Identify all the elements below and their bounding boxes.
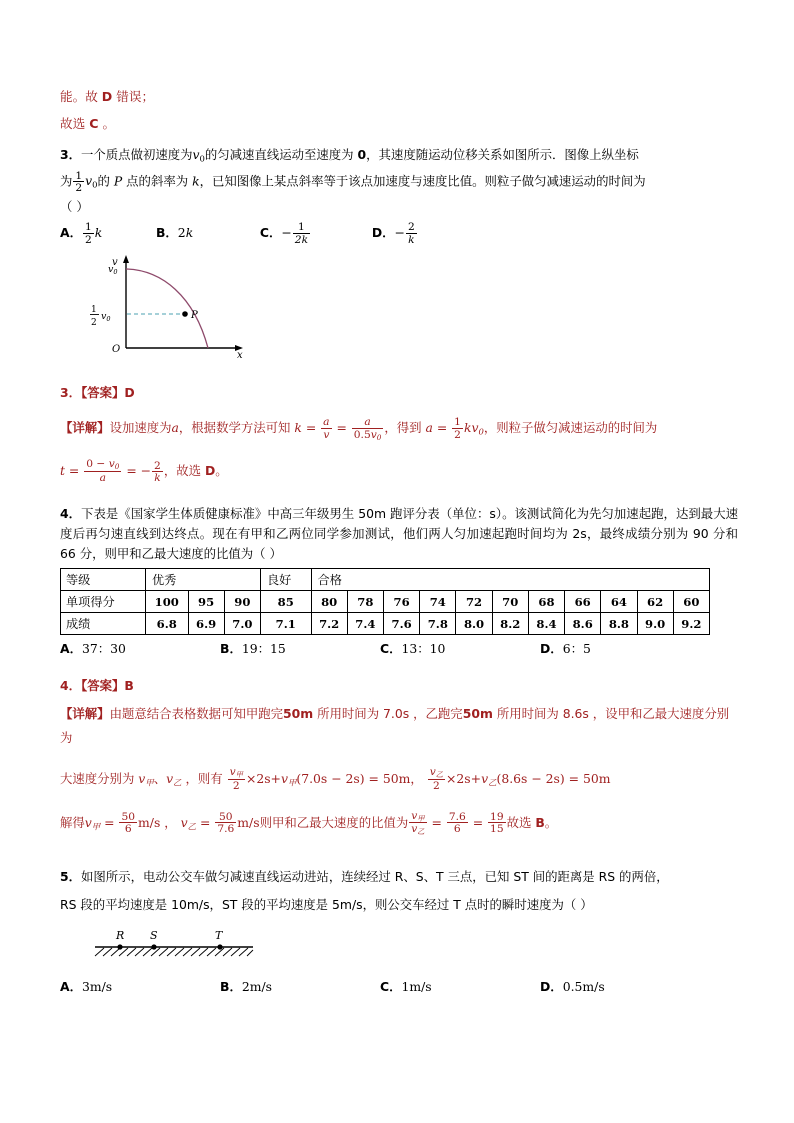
cell-grade-pass: 合格 — [311, 569, 709, 591]
question-3-option-d[interactable]: D．− $\frac{2}{k}$ — [371, 220, 415, 246]
question-4-number: 4． — [60, 506, 82, 522]
table-cell: 8.6 — [565, 613, 601, 635]
q4-solve-eq-2: $v_乙$ = $\frac{50}{7.6}$ m/s — [180, 809, 260, 836]
prev-answer-choose-text: 故选 — [60, 116, 86, 131]
option-c-value: $\frac{1}{2k}$ — [294, 220, 309, 246]
question-5-text-1: 如图所示，电动公交车做匀减速直线运动进站，连续经过 R、S、T 三点，已知 ST 间的距离是 RS 的两倍， — [81, 868, 669, 884]
q5-option-b-label: B． — [220, 978, 242, 994]
table-cell: 76 — [383, 591, 419, 613]
q5-option-c-label: C． — [380, 978, 402, 994]
origin-label: O — [112, 343, 121, 355]
question-5-option-a[interactable] — [60, 977, 220, 995]
question-3-text-3: ，其速度随运动位移关系如图所示．图像上纵坐标 — [366, 147, 639, 162]
cell-time-label: 成绩 — [61, 613, 146, 635]
q3-equation-3: t = $\frac{0 - v_0}{a}$ = − $\frac{2}{k}$ — [60, 457, 161, 485]
prev-answer-letter-d: D — [101, 89, 113, 104]
question-3-text-1: 一个质点做初速度为 — [81, 147, 193, 162]
table-cell: 9.2 — [673, 613, 709, 635]
question-5-options — [60, 977, 700, 995]
q4-solve-tail: 故选 — [506, 814, 532, 830]
label-point-r: R — [116, 928, 125, 942]
q4-detail-bracket: 【详解】 — [60, 706, 110, 722]
q4-solve-eq-3: $\frac{v_甲}{v_乙}$ = $\frac{7.6}{6}$ = $\frac{19}{15}$ — [411, 808, 504, 837]
question-3-detail-line2 — [60, 456, 738, 486]
question-4-options — [60, 639, 700, 657]
tick-label-v0: $v_0$ — [108, 263, 118, 276]
table-cell: 7.0 — [224, 613, 260, 635]
question-3-text-2: 的匀减速直线运动至速度为 — [204, 147, 354, 162]
q3-equation-2: a = $\frac{1}{2}$ $kv_0$ — [425, 415, 484, 441]
q4-option-d-label: D． — [540, 641, 563, 657]
label-point-t: T — [215, 928, 223, 942]
table-cell: 68 — [528, 591, 564, 613]
table-row-scores — [61, 591, 710, 613]
question-3-options — [60, 218, 738, 248]
question-4-equations: 大速度分别为 $v_甲$、$v_乙$ ，则有 $\frac{v_甲}{2}$ $\times 2s+v_甲(7.0s - 2s) = 50m$， $\frac{v_乙}{2}$ $\times 2s+v_乙(8.6s - 2s) = 50m$ — [60, 765, 611, 793]
table-cell: 72 — [456, 591, 492, 613]
cell-grade-label: 等级 — [61, 569, 146, 591]
q4-solve-text: 则甲和乙最大速度的比值为 — [259, 814, 409, 830]
q4-solve-prefix: 解得 — [60, 814, 85, 830]
symbol-a-1: a — [171, 419, 179, 435]
q4-solve-period: 。 — [544, 814, 558, 830]
prev-answer-period: 。 — [102, 116, 116, 131]
question-4-option-d[interactable] — [540, 639, 700, 657]
table-cell: 7.6 — [383, 613, 419, 635]
q4-answer-number: 4． — [60, 678, 82, 694]
question-3-option-c[interactable]: C．− $\frac{1}{2k}$ — [259, 220, 309, 246]
point-t-marker — [217, 944, 222, 949]
question-3-option-b[interactable]: B．2k — [155, 224, 194, 240]
symbol-v0-b: v0 — [85, 173, 98, 190]
question-5-option-b[interactable] — [220, 977, 380, 995]
question-4-option-c[interactable] — [380, 639, 540, 657]
table-cell: 8.4 — [528, 613, 564, 635]
q4-option-a-text: 37：30 — [81, 641, 126, 657]
table-cell: 78 — [347, 591, 383, 613]
score-table — [60, 568, 710, 635]
q5-option-d-label: D． — [540, 978, 563, 994]
q4-equation-yi: $\frac{v_乙}{2}$ $\times 2s+v_乙(8.6s - 2s) = 50m$ — [429, 765, 611, 793]
question-4-solution: 解得$v_甲$ = $\frac{50}{6}$ m/s ， $v_乙$ = $\frac{50}{7.6}$ m/s则甲和乙最大速度的比值为 $\frac{v_甲}{v_乙}$ = $\frac{7.6}{6}$ = $\frac{19}{15}$ 故选 B。 — [60, 808, 558, 837]
q3-detail-text-3: ，得到 — [384, 419, 422, 435]
question-3-text-4: 为 — [60, 173, 73, 189]
q4-solve-eq-1: $v_甲$ = $\frac{50}{6}$ m/s — [84, 809, 161, 836]
option-a-value: $\frac{1}{2}$ — [84, 220, 92, 246]
table-cell: 8.2 — [492, 613, 528, 635]
prev-answer-line-1 — [60, 84, 738, 109]
point-p-label: P — [191, 309, 198, 321]
question-5-number: 5． — [60, 868, 82, 884]
q3-answer-letter: D — [124, 384, 135, 400]
q4-option-b-label: B． — [220, 641, 242, 657]
q5-option-a-label: A． — [60, 978, 82, 994]
q4-detail-text-3: 所用时间为 8.6s ，设甲和乙最大速度分别为 — [60, 706, 730, 746]
table-row-grades — [61, 569, 710, 591]
table-cell: 62 — [637, 591, 673, 613]
fraction-one-half-a: $\frac{1}{2}$ — [75, 168, 83, 195]
cell-grade-excellent: 优秀 — [146, 569, 261, 591]
q3-answer-number: 3． — [60, 384, 82, 400]
table-cell: 100 — [146, 591, 189, 613]
bus-station-line-diagram — [90, 925, 350, 967]
q4-answer-bracket: 【答案】 — [81, 678, 125, 694]
table-cell: 95 — [188, 591, 224, 613]
table-cell: 60 — [673, 591, 709, 613]
q5-option-a-text: 3m/s — [81, 978, 113, 994]
question-4-option-a[interactable] — [60, 639, 220, 657]
option-a-label: A． — [60, 224, 82, 240]
question-5-option-c[interactable] — [380, 977, 540, 995]
q3-detail-answer-letter: D — [204, 463, 216, 479]
question-4-text: 下表是《国家学生体质健康标准》中高三年级男生 50m 跑评分表（单位：s）。该测试简化为先匀加速起跑，达到最大速度后再匀速直线到达终点。现在有甲和乙两位同学参加测试，他们两人匀加速起跑时间均为 2s，最终成绩分别为 90 分和 66 分，则甲和乙最大速度的比值为（ ） — [60, 506, 739, 562]
question-3-paren: （ ） — [60, 199, 89, 215]
option-c-label: C． — [259, 224, 282, 240]
question-5-text-2: RS 段的平均速度是 10m/s，ST 段的平均速度是 5m/s，则公交车经过 T 点时的瞬时速度为（ ） — [60, 896, 593, 912]
option-b-value: 2 — [177, 224, 186, 240]
q5-option-b-text: 2m/s — [241, 978, 273, 994]
prev-answer-text: 能。故 — [60, 89, 98, 104]
question-3-detail — [60, 413, 738, 446]
q4-option-c-text: 13：10 — [401, 641, 446, 657]
question-4-answer-line — [60, 675, 738, 696]
question-3-number: 3． — [60, 147, 82, 162]
question-3-zero: 0 — [357, 147, 367, 162]
option-d-value: $\frac{2}{k}$ — [407, 220, 415, 246]
table-cell: 8.8 — [601, 613, 637, 635]
table-cell: 6.8 — [146, 613, 189, 635]
tick-label-half-v0-var: $v_0$ — [101, 310, 111, 323]
table-cell: 66 — [565, 591, 601, 613]
v-x-curve — [126, 269, 208, 348]
q4-equation-jia: $\frac{v_甲}{2}$ $\times 2s+v_甲(7.0s - 2s) = 50m$ — [229, 765, 411, 793]
table-cell: 7.1 — [260, 613, 311, 635]
table-cell: 64 — [601, 591, 637, 613]
table-cell: 90 — [224, 591, 260, 613]
q4-detail-50m-1: 50m — [283, 706, 314, 722]
q4-detail-50m-2: 50m — [462, 706, 493, 722]
question-5-figure — [90, 925, 738, 971]
velocity-displacement-graph — [86, 252, 276, 364]
table-cell: 7.4 — [347, 613, 383, 635]
q4-option-d-text: 6：5 — [562, 641, 591, 657]
q3-detail-period: 。 — [215, 463, 228, 479]
table-cell: 6.9 — [188, 613, 224, 635]
q3-detail-bracket: 【详解】 — [60, 419, 110, 435]
table-cell: 7.2 — [311, 613, 347, 635]
q3-detail-text-4: ，则粒子做匀减速运动的时间为 — [483, 419, 658, 435]
point-r-marker — [117, 944, 122, 949]
table-cell: 70 — [492, 591, 528, 613]
tick-label-half-v0-num: 1 — [91, 304, 97, 315]
question-3-text-5: 的 P 点的斜率为 k，已知图像上某点斜率等于该点加速度与速度比值。则粒子做匀减速运动的时间为 — [97, 173, 646, 189]
question-4-stem — [60, 504, 738, 564]
q4-option-a-label: A． — [60, 641, 82, 657]
q4-option-c-label: C． — [380, 641, 402, 657]
option-d-label: D． — [371, 224, 395, 240]
q4-solve-letter: B — [535, 814, 545, 830]
cell-score-label: 单项得分 — [61, 591, 146, 613]
table-cell: 9.0 — [637, 613, 673, 635]
page-content — [60, 84, 738, 995]
point-s-marker — [151, 944, 156, 949]
q4-detail-text-1: 由题意结合表格数据可知甲跑完 — [109, 706, 284, 722]
y-axis-arrow — [123, 255, 129, 263]
prev-answer-letter-c: C — [89, 116, 99, 131]
q3-answer-bracket: 【答案】 — [81, 384, 125, 400]
y-axis-label: v — [112, 256, 118, 268]
question-3-answer-line — [60, 382, 738, 403]
x-axis-label: x — [237, 349, 243, 361]
label-point-s: S — [150, 928, 158, 942]
question-3-option-a[interactable]: A． $\frac{1}{2}$ k — [60, 220, 103, 246]
cell-grade-good: 良好 — [260, 569, 311, 591]
table-cell: 85 — [260, 591, 311, 613]
tick-label-half-v0-den: 2 — [91, 317, 97, 328]
question-4-option-b[interactable] — [220, 639, 380, 657]
q3-equation-1: k = $\frac{a}{v}$ = $\frac{a}{0.5v_0}$ — [294, 415, 382, 442]
q3-detail-tail: ，故选 — [163, 463, 201, 479]
table-cell: 74 — [420, 591, 456, 613]
question-5-option-d[interactable] — [540, 977, 700, 995]
q4-eq-intro: 大速度分别为 $v_甲$、$v_乙$ ，则有 — [60, 771, 223, 788]
table-cell: 7.8 — [420, 613, 456, 635]
prev-answer-tail: 错误； — [116, 89, 155, 104]
question-3-stem — [60, 144, 738, 218]
table-cell: 8.0 — [456, 613, 492, 635]
q5-option-c-text: 1m/s — [401, 978, 432, 994]
hatching — [95, 948, 253, 956]
q4-detail-text-2: 所用时间为 7.0s ，乙跑完 — [317, 706, 463, 722]
question-4-detail — [60, 702, 738, 750]
option-b-label: B． — [155, 224, 178, 240]
q3-detail-text-1: 设加速度为 — [109, 419, 172, 435]
q3-detail-text-2: ，根据数学方法可知 — [178, 419, 291, 435]
q4-option-b-text: 19：15 — [241, 641, 286, 657]
question-3-figure — [86, 252, 738, 368]
q5-option-d-text: 0.5m/s — [562, 978, 605, 994]
symbol-v0-a: v0 — [192, 147, 205, 164]
table-cell: 80 — [311, 591, 347, 613]
point-p-marker — [182, 311, 188, 317]
q4-answer-letter: B — [124, 678, 134, 694]
question-5-stem — [60, 863, 738, 919]
prev-answer-line-2 — [60, 111, 738, 136]
table-row-times — [61, 613, 710, 635]
